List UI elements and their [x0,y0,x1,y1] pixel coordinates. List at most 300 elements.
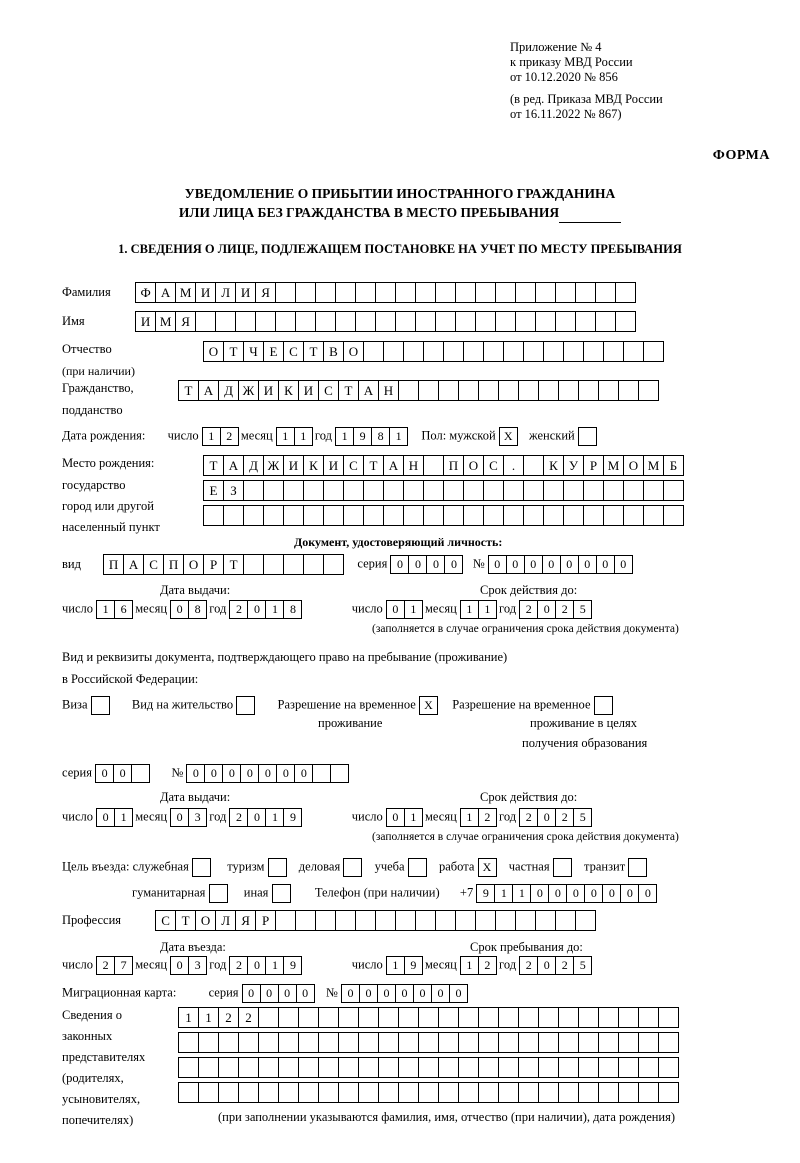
cell[interactable]: Т [363,455,384,476]
cell[interactable] [518,380,539,401]
cell[interactable] [295,910,316,931]
cell[interactable] [483,505,504,526]
cell[interactable]: К [543,455,564,476]
cell[interactable] [598,1032,619,1053]
cell[interactable] [415,311,436,332]
cell[interactable]: 0 [431,984,450,1003]
cell[interactable] [575,910,596,931]
sex-female-checkbox[interactable] [578,427,597,446]
cell[interactable] [198,1032,219,1053]
cell[interactable]: 9 [353,427,372,446]
cell[interactable] [338,1032,359,1053]
cell[interactable]: И [195,282,216,303]
cell[interactable] [598,1007,619,1028]
cell[interactable] [638,380,659,401]
cell[interactable]: 1 [265,808,284,827]
cell[interactable] [275,910,296,931]
cell[interactable]: 0 [278,984,297,1003]
cell[interactable] [263,554,284,575]
migration-series-field[interactable] [242,984,314,1003]
cell[interactable]: 2 [218,1007,239,1028]
cell[interactable] [623,341,644,362]
cell[interactable] [498,1082,519,1103]
cell[interactable]: Т [303,341,324,362]
cell[interactable] [455,282,476,303]
cell[interactable]: 2 [229,808,248,827]
cell[interactable]: Н [378,380,399,401]
cell[interactable] [458,1082,479,1103]
cell[interactable] [575,282,596,303]
cell[interactable] [643,480,664,501]
cell[interactable] [538,380,559,401]
cell[interactable] [478,1007,499,1028]
cell[interactable]: 0 [426,555,445,574]
cell[interactable] [243,480,264,501]
cell[interactable]: А [155,282,176,303]
edu-residence-checkbox[interactable] [594,696,613,715]
cell[interactable] [495,910,516,931]
cell[interactable]: 0 [638,884,657,903]
cell[interactable] [318,1007,339,1028]
cell[interactable] [618,1057,639,1078]
cell[interactable]: 5 [573,956,592,975]
cell[interactable] [475,311,496,332]
cell[interactable] [203,505,224,526]
cell[interactable] [598,1057,619,1078]
legal-rep-row-2[interactable] [178,1032,678,1053]
cell[interactable] [658,1032,679,1053]
stay-year-field[interactable] [519,956,591,975]
cell[interactable] [523,505,544,526]
cell[interactable]: 0 [276,764,295,783]
cell[interactable]: С [318,380,339,401]
cell[interactable] [535,910,556,931]
cell[interactable] [423,480,444,501]
cell[interactable] [438,1057,459,1078]
cell[interactable] [495,282,516,303]
cell[interactable]: 1 [335,427,354,446]
cell[interactable] [638,1032,659,1053]
purpose-business-checkbox[interactable] [343,858,362,877]
cell[interactable] [403,505,424,526]
cell[interactable]: 0 [170,808,189,827]
cell[interactable]: 0 [386,600,405,619]
profession-field[interactable] [155,910,595,931]
cell[interactable]: О [203,341,224,362]
visa-checkbox[interactable] [91,696,110,715]
cell[interactable] [383,480,404,501]
cell[interactable]: 1 [294,427,313,446]
doc-issue-year-field[interactable] [229,600,301,619]
cell[interactable] [358,1057,379,1078]
cell[interactable] [275,311,296,332]
cell[interactable] [343,480,364,501]
stay-month-field[interactable] [460,956,496,975]
cell[interactable] [495,311,516,332]
cell[interactable] [535,311,556,332]
cell[interactable] [618,1007,639,1028]
cell[interactable]: 0 [113,764,132,783]
cell[interactable]: 0 [247,808,266,827]
cell[interactable] [423,455,444,476]
cell[interactable] [338,1057,359,1078]
cell[interactable]: 1 [478,600,497,619]
cell[interactable] [223,505,244,526]
legal-rep-row-1[interactable] [178,1007,678,1028]
cell[interactable] [435,910,456,931]
cell[interactable]: 2 [238,1007,259,1028]
cell[interactable] [218,1082,239,1103]
cell[interactable] [455,910,476,931]
cell[interactable] [238,1057,259,1078]
cell[interactable]: О [195,910,216,931]
cell[interactable]: 1 [202,427,221,446]
cell[interactable] [603,480,624,501]
birthplace-row-2[interactable] [203,480,683,501]
cell[interactable] [658,1057,679,1078]
cell[interactable] [198,1082,219,1103]
cell[interactable] [438,1007,459,1028]
cell[interactable] [258,1082,279,1103]
cell[interactable] [498,1007,519,1028]
cell[interactable] [398,1082,419,1103]
cell[interactable] [575,311,596,332]
cell[interactable]: Т [203,455,224,476]
cell[interactable] [583,480,604,501]
cell[interactable] [323,480,344,501]
cell[interactable] [623,505,644,526]
cell[interactable]: О [463,455,484,476]
cell[interactable]: 0 [584,884,603,903]
cell[interactable] [235,311,256,332]
cell[interactable] [283,480,304,501]
cell[interactable]: 0 [524,555,543,574]
cell[interactable] [278,1057,299,1078]
cell[interactable] [503,480,524,501]
cell[interactable] [543,505,564,526]
permit-number-field[interactable] [186,764,348,783]
cell[interactable] [395,311,416,332]
cell[interactable] [503,505,524,526]
cell[interactable] [355,311,376,332]
cell[interactable]: 7 [114,956,133,975]
cell[interactable]: 1 [404,600,423,619]
cell[interactable] [258,1007,279,1028]
sex-male-checkbox[interactable]: X [499,427,518,446]
cell[interactable] [295,311,316,332]
cell[interactable] [338,1082,359,1103]
permit-issue-year-field[interactable] [229,808,301,827]
cell[interactable]: 1 [460,956,479,975]
cell[interactable] [318,1057,339,1078]
cell[interactable]: 0 [204,764,223,783]
cell[interactable] [623,480,644,501]
doc-valid-day-field[interactable] [386,600,422,619]
cell[interactable] [375,311,396,332]
cell[interactable]: С [343,455,364,476]
cell[interactable]: 0 [548,884,567,903]
cell[interactable]: 0 [620,884,639,903]
cell[interactable] [498,380,519,401]
cell[interactable] [312,764,331,783]
cell[interactable]: 0 [247,956,266,975]
cell[interactable] [423,341,444,362]
cell[interactable]: 1 [404,808,423,827]
cell[interactable]: 2 [519,956,538,975]
cell[interactable]: 8 [283,600,302,619]
cell[interactable] [363,480,384,501]
cell[interactable] [603,505,624,526]
cell[interactable]: 0 [542,555,561,574]
cell[interactable]: Р [255,910,276,931]
cell[interactable]: 0 [377,984,396,1003]
purpose-study-checkbox[interactable] [408,858,427,877]
cell[interactable] [335,311,356,332]
cell[interactable] [478,1057,499,1078]
cell[interactable] [398,1057,419,1078]
cell[interactable]: 0 [247,600,266,619]
residence-permit-checkbox[interactable] [236,696,255,715]
cell[interactable]: У [563,455,584,476]
cell[interactable] [595,311,616,332]
cell[interactable]: В [323,341,344,362]
purpose-service-checkbox[interactable] [192,858,211,877]
purpose-humanitarian-checkbox[interactable] [209,884,228,903]
cell[interactable]: П [163,554,184,575]
cell[interactable]: 8 [188,600,207,619]
cell[interactable]: 0 [530,884,549,903]
cell[interactable] [358,1032,379,1053]
cell[interactable]: 0 [95,764,114,783]
doc-series-field[interactable] [390,555,462,574]
cell[interactable] [475,910,496,931]
cell[interactable] [198,1057,219,1078]
cell[interactable] [618,1082,639,1103]
cell[interactable]: 0 [359,984,378,1003]
birthdate-year-field[interactable] [335,427,407,446]
cell[interactable] [435,311,456,332]
birthplace-row-3[interactable] [203,505,683,526]
cell[interactable] [238,1032,259,1053]
cell[interactable]: Р [583,455,604,476]
cell[interactable] [315,282,336,303]
cell[interactable] [243,554,264,575]
cell[interactable] [498,1032,519,1053]
cell[interactable]: А [198,380,219,401]
cell[interactable]: 1 [494,884,513,903]
name-field[interactable] [135,311,635,332]
cell[interactable]: 0 [222,764,241,783]
cell[interactable]: 1 [265,956,284,975]
cell[interactable] [615,282,636,303]
cell[interactable] [638,1007,659,1028]
cell[interactable] [638,1057,659,1078]
cell[interactable] [443,341,464,362]
cell[interactable] [463,341,484,362]
cell[interactable] [263,505,284,526]
cell[interactable] [131,764,150,783]
cell[interactable] [463,505,484,526]
temp-residence-checkbox[interactable]: X [419,696,438,715]
cell[interactable] [403,480,424,501]
cell[interactable] [558,1007,579,1028]
legal-rep-row-4[interactable] [178,1082,678,1103]
cell[interactable]: Т [223,554,244,575]
cell[interactable]: 0 [537,808,556,827]
cell[interactable] [458,1032,479,1053]
cell[interactable] [378,1007,399,1028]
cell[interactable]: И [235,282,256,303]
cell[interactable] [383,341,404,362]
cell[interactable]: 2 [478,956,497,975]
cell[interactable]: 1 [460,600,479,619]
cell[interactable]: Б [663,455,684,476]
entry-year-field[interactable] [229,956,301,975]
cell[interactable] [583,341,604,362]
cell[interactable]: 1 [198,1007,219,1028]
purpose-private-checkbox[interactable] [553,858,572,877]
cell[interactable]: 1 [389,427,408,446]
legal-rep-row-3[interactable] [178,1057,678,1078]
cell[interactable] [555,282,576,303]
cell[interactable] [558,380,579,401]
surname-field[interactable] [135,282,635,303]
cell[interactable] [578,1082,599,1103]
cell[interactable]: 0 [413,984,432,1003]
cell[interactable]: А [358,380,379,401]
cell[interactable] [558,1082,579,1103]
cell[interactable] [395,282,416,303]
cell[interactable]: 0 [186,764,205,783]
cell[interactable]: 0 [602,884,621,903]
permit-issue-day-field[interactable] [96,808,132,827]
cell[interactable] [538,1032,559,1053]
cell[interactable] [178,1082,199,1103]
cell[interactable]: О [623,455,644,476]
cell[interactable]: 9 [283,808,302,827]
cell[interactable] [343,505,364,526]
permit-valid-day-field[interactable] [386,808,422,827]
entry-day-field[interactable] [96,956,132,975]
cell[interactable] [583,505,604,526]
cell[interactable]: И [283,455,304,476]
cell[interactable]: 9 [404,956,423,975]
cell[interactable] [298,1007,319,1028]
cell[interactable] [438,1082,459,1103]
cell[interactable]: 2 [229,956,248,975]
cell[interactable]: С [283,341,304,362]
cell[interactable]: 0 [488,555,507,574]
cell[interactable] [518,1032,539,1053]
cell[interactable]: 2 [555,600,574,619]
cell[interactable] [463,480,484,501]
cell[interactable] [375,910,396,931]
cell[interactable]: 9 [476,884,495,903]
cell[interactable]: 0 [240,764,259,783]
cell[interactable]: П [443,455,464,476]
cell[interactable]: М [603,455,624,476]
cell[interactable] [383,505,404,526]
cell[interactable]: П [103,554,124,575]
cell[interactable] [238,1082,259,1103]
cell[interactable]: . [503,455,524,476]
cell[interactable] [418,1032,439,1053]
cell[interactable] [595,282,616,303]
cell[interactable] [363,505,384,526]
cell[interactable] [518,1007,539,1028]
cell[interactable]: Я [175,311,196,332]
cell[interactable]: Е [263,341,284,362]
cell[interactable] [578,380,599,401]
cell[interactable]: 0 [578,555,597,574]
cell[interactable]: 3 [188,956,207,975]
cell[interactable] [315,311,336,332]
cell[interactable]: Т [175,910,196,931]
cell[interactable]: 0 [408,555,427,574]
cell[interactable] [563,341,584,362]
cell[interactable] [243,505,264,526]
cell[interactable]: 2 [229,600,248,619]
cell[interactable] [638,1082,659,1103]
doc-issue-day-field[interactable] [96,600,132,619]
cell[interactable]: 1 [114,808,133,827]
cell[interactable] [518,1082,539,1103]
cell[interactable] [518,1057,539,1078]
cell[interactable] [443,480,464,501]
cell[interactable]: Н [403,455,424,476]
cell[interactable]: 2 [519,808,538,827]
birthdate-month-field[interactable] [276,427,312,446]
cell[interactable]: 0 [170,956,189,975]
cell[interactable]: С [483,455,504,476]
cell[interactable] [555,910,576,931]
cell[interactable] [398,1032,419,1053]
cell[interactable] [615,311,636,332]
cell[interactable] [178,1057,199,1078]
permit-valid-month-field[interactable] [460,808,496,827]
cell[interactable] [563,480,584,501]
cell[interactable] [455,311,476,332]
patronymic-field[interactable] [203,341,663,362]
cell[interactable]: Р [203,554,224,575]
cell[interactable] [315,910,336,931]
cell[interactable]: 0 [386,808,405,827]
cell[interactable] [278,1032,299,1053]
cell[interactable]: К [278,380,299,401]
cell[interactable] [515,311,536,332]
birthplace-row-1[interactable] [203,455,683,476]
cell[interactable]: 1 [460,808,479,827]
cell[interactable] [435,282,456,303]
cell[interactable] [458,1057,479,1078]
doc-issue-month-field[interactable] [170,600,206,619]
cell[interactable] [438,1032,459,1053]
cell[interactable] [458,1007,479,1028]
cell[interactable] [358,1082,379,1103]
cell[interactable]: 0 [390,555,409,574]
cell[interactable] [478,1032,499,1053]
cell[interactable]: О [343,341,364,362]
cell[interactable] [443,505,464,526]
cell[interactable] [598,1082,619,1103]
purpose-tourism-checkbox[interactable] [268,858,287,877]
cell[interactable] [335,910,356,931]
cell[interactable]: 0 [596,555,615,574]
cell[interactable] [283,554,304,575]
cell[interactable] [523,341,544,362]
cell[interactable] [578,1057,599,1078]
cell[interactable] [658,1007,679,1028]
